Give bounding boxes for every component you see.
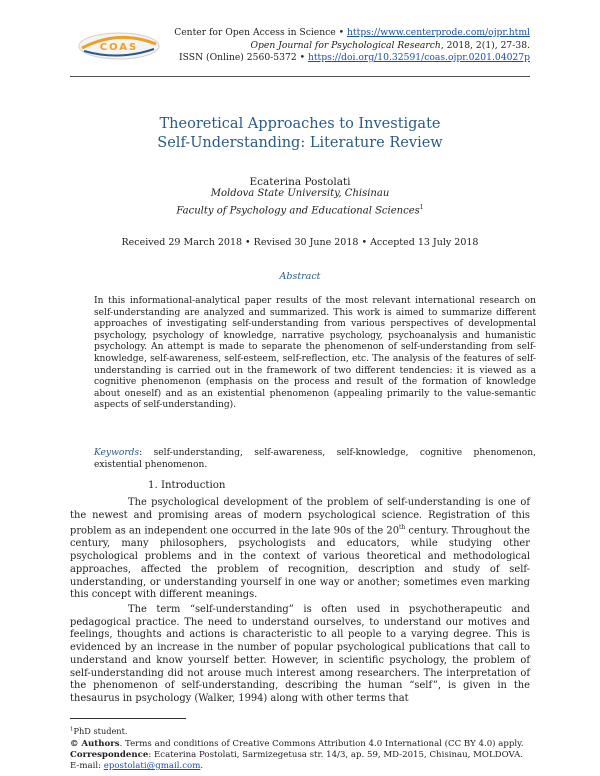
header-divider [70,76,530,77]
footnote-marker: 1 [419,204,424,211]
journal-homepage-link[interactable]: https://www.centerprode.com/ojpr.html [347,27,530,38]
affiliation: Moldova State University, Chisinau Faculty of Psychology and Educational Sciences$^1$ [176,188,424,217]
journal-header [170,27,530,65]
copyright-icon: © [70,739,79,749]
abstract-heading: Abstract [279,271,321,282]
paper-title: Theoretical Approaches to Investigate Self-Understanding: Literature Review [157,116,443,151]
footnote: $^1$PhD student. [70,726,128,736]
doi-link[interactable]: https://doi.org/10.32591/coas.ojpr.0201.04027p [307,52,530,64]
paragraph-1: The psychological development of the problem of self-understanding is one of the newest and promising areas of modern psychological science. Registration of this problem as an independent one occurred in the late 90s of the 20th century. Throughout the century, many philosophers, psychologists and educators, while studying other psychological problems and in the context of various theoretical and methodological approaches, affected the problem of recognition, description and study of self-understanding, or understanding yourself in one way or another; sometimes even marking this concept with different meanings. [70,497,530,601]
paragraph-2: The term “self-understanding” is often used in psychotherapeutic and pedagogical practice. The need to understand ourselves, to understand our motives and feelings, thoughts and actions is characteristic to all people to a varying degree. This is evidenced by an increase in the number of popular psychological publications that call to understand and know yourself better. However, in scientific psychology, the problem of self-understanding did not arouse much interest among researchers. The interpretation of the phenomenon of self-understanding, describing the human “self”, is given in the thesaurus in psychology (Walker, 1994) along with other terms that [70,604,530,704]
header-line-2: Open Journal for Psychological Research, 2018, 2(1), 27-38. [250,39,530,51]
header-line-1: Center for Open Access in Science • https://www.centerprode.com/ojpr.html [174,27,530,38]
keywords: Keywords: self-understanding, self-awareness, self-knowledge, cognitive phenomenon, existential phenomenon. [94,448,536,470]
abstract-text: In this informational-analytical paper results of the most relevant international research on self-understanding are analyzed and summarized. This work is aimed to summarize different approaches of investigating self-understanding from various perspectives of developmental psychology, psychology of knowledge, narrative psychology, psychoanalysis and humanistic psychology. An attempt is made to separate the phenomenon of self-understanding from self-knowledge, self-awareness, self-esteem, self-reflection, etc. The analysis of the features of self-understanding is carried out in the framework of two different tendencies: it is viewed as a cognitive phenomenon (emphasis on the process and result of the formation of knowledge about oneself) and as an existential phenomenon (appealing primarily to the value-semantic aspects of self-understanding). [94,296,536,411]
coas-logo [78,31,160,61]
svg-text:COAS: COAS [99,42,139,53]
footnote-divider [70,718,186,719]
author-name: Ecaterina Postolati [249,176,351,188]
email-link[interactable]: epostolati@gmail.com [103,761,201,771]
keywords-label: Keywords [94,448,140,458]
header-line-3: ISSN (Online) 2560-5372 • https://doi.org/10.32591/coas.ojpr.0201.04027p [179,52,530,64]
submission-dates: Received 29 March 2018 • Revised 30 June 2018 • Accepted 13 July 2018 [121,237,479,248]
copyright-footer: © Authors. Terms and conditions of Creative Commons Attribution 4.0 International (CC BY 4.0) apply. Correspondence: Ecaterina Postolati, Sarmizegetusa str. 14/3, ap. 59, MD-2015, Chisinau, MOLDOVA. E-mail: epostolati@gmail.com. [70,739,524,771]
section-heading: 1. Introduction [148,480,226,491]
